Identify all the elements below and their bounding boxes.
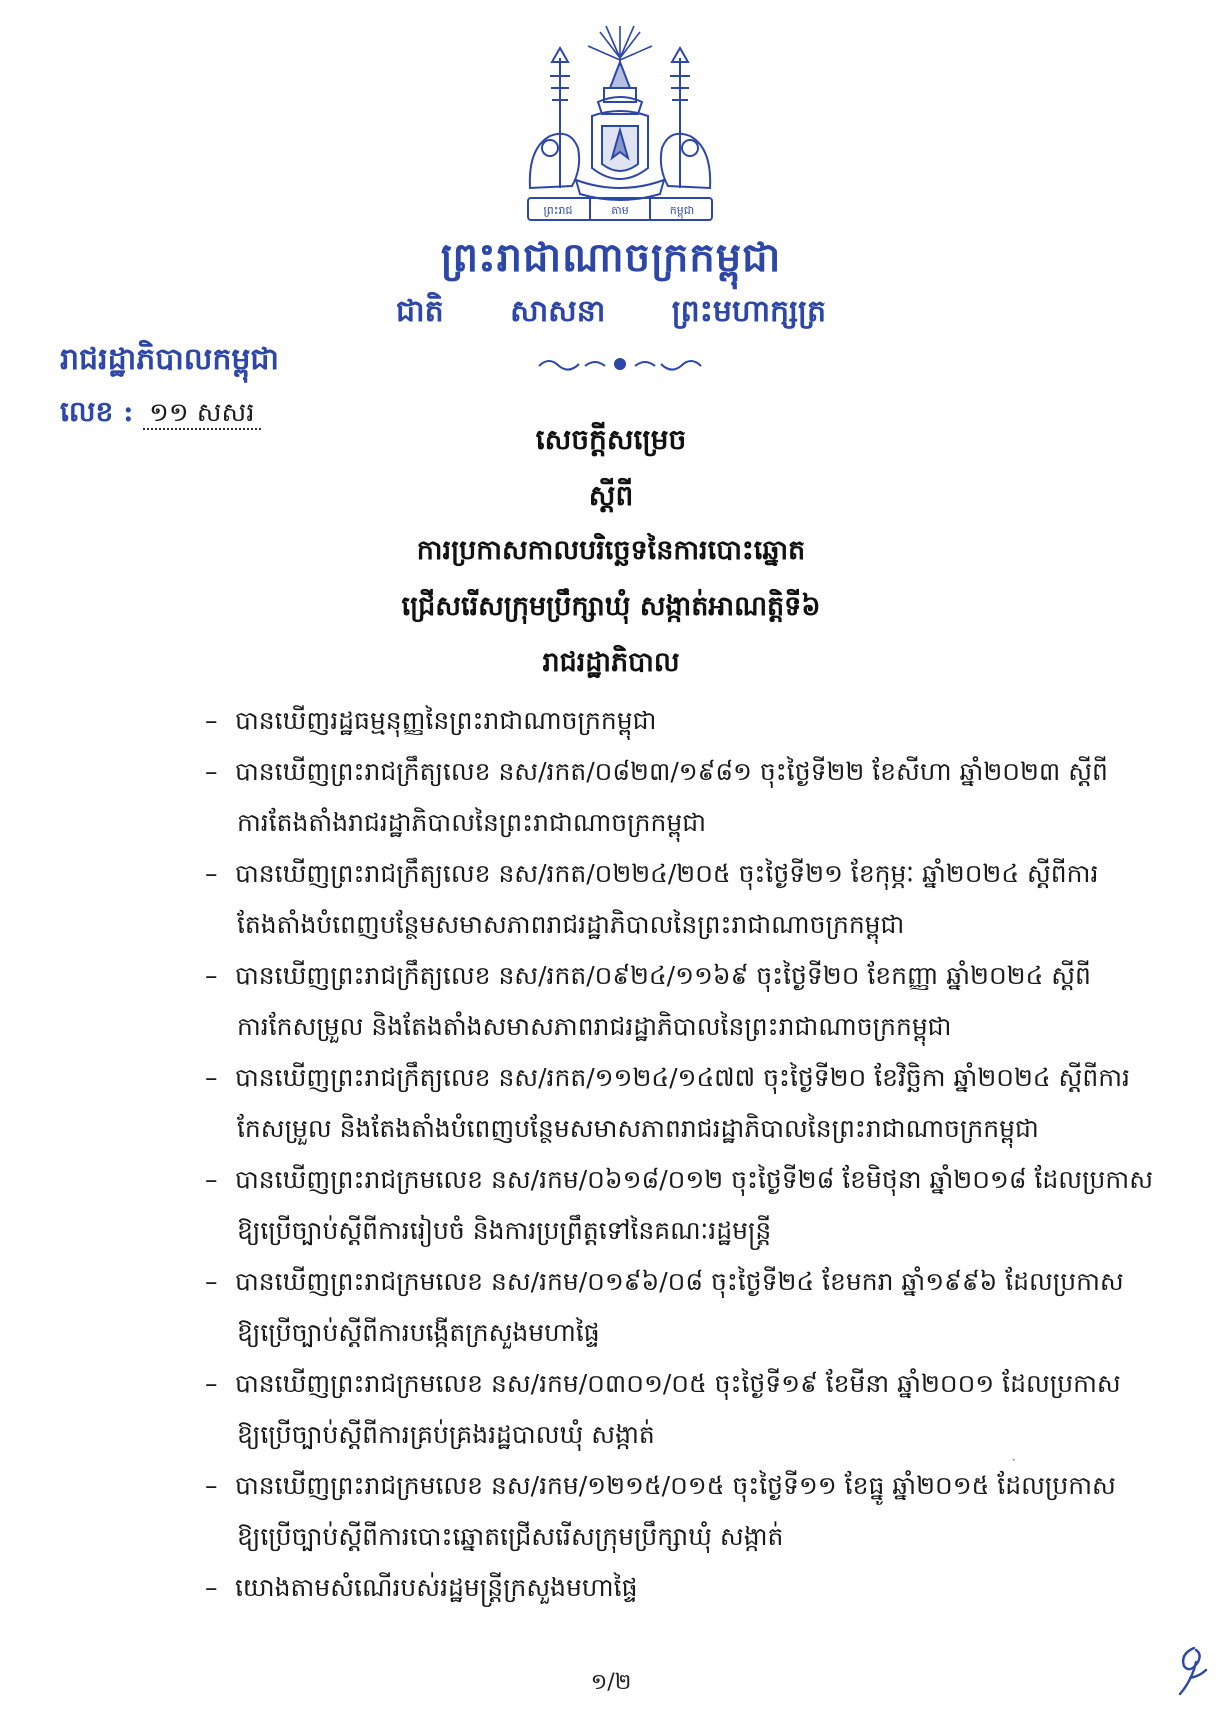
clause-text: បានឃើញព្រះរាជក្រមលេខ នស/រកម/០៦១៨/០១២ ចុះថ្ងៃទី២៨ ខែមិថុនា ឆ្នាំ២០១៨ ដែលប្រកាស: [235, 1165, 1154, 1194]
clause-item: – បានឃើញព្រះរាជក្រឹត្យលេខ នស/រកត/០៨២៣/១៩៨១ ចុះថ្ងៃទី២២ ខែសីហា ឆ្នាំ២០២៣ ស្តីពី ការតែងតាំងរាជរដ្ឋាភិបាលនៃព្រះរាជាណាចក្រកម្ពុជា: [205, 746, 1165, 848]
clause-item: – បានឃើញព្រះរាជក្រមលេខ នស/រកម/០៦១៨/០១២ ចុះថ្ងៃទី២៨ ខែមិថុនា ឆ្នាំ២០១៨ ដែលប្រកាស ឱ្យប្រើច្បាប់ស្តីពីការរៀបចំ និងការប្រព្រឹត្តទៅនៃគណៈរដ្ឋមន្ត្រី: [205, 1154, 1165, 1256]
decision-subtitle-on: ស្តីពី: [588, 479, 634, 512]
ornament-divider-icon: [535, 352, 705, 376]
clause-text: បានឃើញព្រះរាជក្រឹត្យលេខ នស/រកត/០៩២៤/១១៦៩ ចុះថ្ងៃទី២០ ខែកញ្ញា ឆ្នាំ២០២៤ ស្តីពី: [235, 961, 1091, 990]
clause-text-continued: ការតែងតាំងរាជរដ្ឋាភិបាលនៃព្រះរាជាណាចក្រកម្ពុជា: [237, 808, 706, 837]
clause-item: – បានឃើញព្រះរាជក្រឹត្យលេខ នស/រកត/១១២៤/១៤៧៧ ចុះថ្ងៃទី២០ ខែវិច្ឆិកា ឆ្នាំ២០២៤ ស្តីពីការ កែសម្រួល និងតែងតាំងបំពេញបន្ថែមសមាសភាពរាជរដ្ឋាភិបាលនៃព្រះរាជាណាចក្រកម្ពុជា: [205, 1052, 1165, 1154]
clause-item: – បានឃើញព្រះរាជក្រមលេខ នស/រកម/០៣០១/០៥ ចុះថ្ងៃទី១៩ ខែមីនា ឆ្នាំ២០០១ ដែលប្រកាស ឱ្យប្រើច្បាប់ស្តីពីការគ្រប់គ្រងរដ្ឋបាលឃុំ សង្កាត់: [205, 1358, 1165, 1460]
national-motto: [0, 292, 1222, 336]
clause-text: បានឃើញព្រះរាជក្រឹត្យលេខ នស/រកត/១១២៤/១៤៧៧ ចុះថ្ងៃទី២០ ខែវិច្ឆិកា ឆ្នាំ២០២៤ ស្តីពីការ: [235, 1063, 1130, 1092]
handwritten-initial-icon: [1172, 1640, 1212, 1700]
royal-emblem-icon: [520, 18, 720, 228]
clause-text: បានឃើញព្រះរាជក្រឹត្យលេខ នស/រកត/០២២៤/២០៥ ចុះថ្ងៃទី២១ ខែកុម្ភៈ ឆ្នាំ២០២៤ ស្តីពីការ: [235, 859, 1099, 888]
clause-text-continued: ឱ្យប្រើច្បាប់ស្តីពីការបង្កើតក្រសួងមហាផ្ទៃ: [237, 1318, 600, 1347]
page-number: ១/២: [590, 1670, 632, 1695]
decision-subject-line1: ការប្រកាសកាលបរិច្ឆេទនៃការបោះឆ្នោត: [416, 535, 806, 566]
clause-item: – បានឃើញព្រះរាជក្រឹត្យលេខ នស/រកត/០៩២៤/១១៦៩ ចុះថ្ងៃទី២០ ខែកញ្ញា ឆ្នាំ២០២៤ ស្តីពី ការកែសម្រួល និងតែងតាំងសមាសភាពរាជរដ្ឋាភិបាលនៃព្រះរាជាណាចក្រកម្ពុជា: [205, 950, 1165, 1052]
clause-text: បានឃើញរដ្ឋធម្មនុញ្ញនៃព្រះរាជាណាចក្រកម្ពុជា: [235, 706, 657, 735]
issuing-authority: រាជរដ្ឋាភិបាល: [542, 647, 680, 678]
motto-king: ព្រះមហាក្សត្រ: [671, 294, 826, 329]
decision-title: សេចក្តីសម្រេច: [535, 423, 687, 456]
motto-religion: សាសនា: [510, 294, 606, 329]
clause-text: បានឃើញព្រះរាជក្រឹត្យលេខ នស/រកត/០៨២៣/១៩៨១ ចុះថ្ងៃទី២២ ខែសីហា ឆ្នាំ២០២៣ ស្តីពី: [235, 757, 1108, 786]
clause-item: – យោងតាមសំណើរបស់រដ្ឋមន្ត្រីក្រសួងមហាផ្ទៃ: [205, 1573, 638, 1602]
clause-text-continued: ឱ្យប្រើច្បាប់ស្តីពីការបោះឆ្នោតជ្រើសរើសក្រុមប្រឹក្សាឃុំ សង្កាត់: [237, 1522, 784, 1551]
preamble-clauses: [205, 695, 1165, 1613]
scan-speck: ·: [1012, 1453, 1016, 1467]
emblem-banner-center: តាម: [611, 204, 629, 217]
clause-text: បានឃើញព្រះរាជក្រមលេខ នស/រកម/០៣០១/០៥ ចុះថ្ងៃទី១៩ ខែមីនា ឆ្នាំ២០០១ ដែលប្រកាស: [235, 1369, 1121, 1398]
kingdom-heading: ព្រះរាជាណាចក្រកម្ពុជា: [440, 234, 782, 281]
reference-label: លេខ :: [60, 395, 134, 428]
clause-item: – បានឃើញព្រះរាជក្រមលេខ នស/រកម/០១៩៦/០៨ ចុះថ្ងៃទី២៤ ខែមករា ឆ្នាំ១៩៩៦ ដែលប្រកាស ឱ្យប្រើច្បាប់ស្តីពីការបង្កើតក្រសួងមហាផ្ទៃ: [205, 1256, 1165, 1358]
clause-item: – បានឃើញព្រះរាជក្រឹត្យលេខ នស/រកត/០២២៤/២០៥ ចុះថ្ងៃទី២១ ខែកុម្ភៈ ឆ្នាំ២០២៤ ស្តីពីការ តែងតាំងបំពេញបន្ថែមសមាសភាពរាជរដ្ឋាភិបាលនៃព្រះរាជាណាចក្រកម្ពុជា: [205, 848, 1165, 950]
clause-item: – បានឃើញរដ្ឋធម្មនុញ្ញនៃព្រះរាជាណាចក្រកម្ពុជា: [205, 706, 657, 735]
clause-text-continued: ឱ្យប្រើច្បាប់ស្តីពីការគ្រប់គ្រងរដ្ឋបាលឃុំ សង្កាត់: [237, 1420, 655, 1449]
clause-text: យោងតាមសំណើរបស់រដ្ឋមន្ត្រីក្រសួងមហាផ្ទៃ: [235, 1573, 638, 1602]
clause-text: បានឃើញព្រះរាជក្រមលេខ នស/រកម/១២១៥/០១៥ ចុះថ្ងៃទី១១ ខែធ្នូ ឆ្នាំ២០១៥ ដែលប្រកាស: [235, 1471, 1116, 1500]
clause-text-continued: តែងតាំងបំពេញបន្ថែមសមាសភាពរាជរដ្ឋាភិបាលនៃព្រះរាជាណាចក្រកម្ពុជា: [237, 910, 905, 939]
government-label: រាជរដ្ឋាភិបាលកម្ពុជា: [60, 342, 279, 377]
motto-nation: ជាតិ: [396, 294, 444, 329]
clause-text-continued: ការកែសម្រួល និងតែងតាំងសមាសភាពរាជរដ្ឋាភិបាលនៃព្រះរាជាណាចក្រកម្ពុជា: [237, 1012, 952, 1041]
emblem-banner-left: ព្រះរាជ: [543, 204, 573, 217]
clause-text-continued: ឱ្យប្រើច្បាប់ស្តីពីការរៀបចំ និងការប្រព្រឹត្តទៅនៃគណៈរដ្ឋមន្ត្រី: [237, 1216, 772, 1245]
emblem-banner-right: កម្ពុជា: [669, 204, 695, 217]
reference-value: ១១ សសរ: [143, 398, 260, 430]
clause-text: បានឃើញព្រះរាជក្រមលេខ នស/រកម/០១៩៦/០៨ ចុះថ្ងៃទី២៤ ខែមករា ឆ្នាំ១៩៩៦ ដែលប្រកាស: [235, 1267, 1124, 1296]
clause-item: – បានឃើញព្រះរាជក្រមលេខ នស/រកម/១២១៥/០១៥ ចុះថ្ងៃទី១១ ខែធ្នូ ឆ្នាំ២០១៥ ដែលប្រកាស ឱ្យប្រើច្បាប់ស្តីពីការបោះឆ្នោតជ្រើសរើសក្រុមប្រឹក្សាឃុំ សង្កាត់: [205, 1460, 1165, 1562]
decision-subject-line2: ជ្រើសរើសក្រុមប្រឹក្សាឃុំ សង្កាត់អាណត្តិទី៦: [401, 591, 821, 622]
clause-text-continued: កែសម្រួល និងតែងតាំងបំពេញបន្ថែមសមាសភាពរាជរដ្ឋាភិបាលនៃព្រះរាជាណាចក្រកម្ពុជា: [237, 1114, 1039, 1143]
